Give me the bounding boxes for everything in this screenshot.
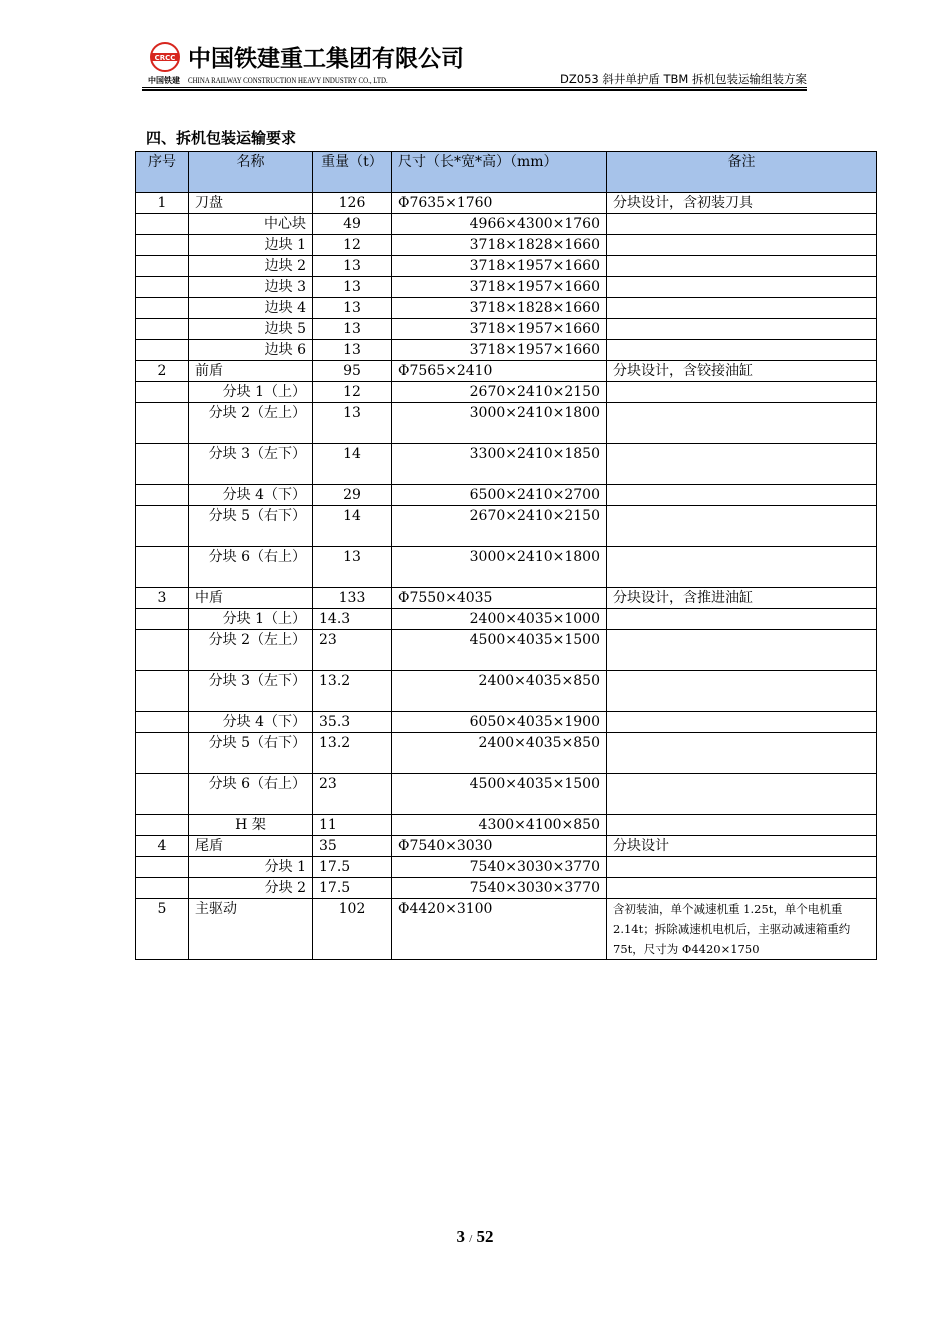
table-header-row xyxy=(136,152,877,193)
cell-weight: 23 xyxy=(313,774,392,815)
cell-name: 边块 1 xyxy=(189,235,313,256)
cell-name: 分块 1（上） xyxy=(189,609,313,630)
cell-dimensions: Φ7540×3030 xyxy=(392,836,607,857)
cell-note xyxy=(607,235,877,256)
cell-note xyxy=(607,256,877,277)
table-row xyxy=(136,340,877,361)
cell-name: 主驱动 xyxy=(189,899,313,960)
table-row xyxy=(136,671,877,712)
cell-note: 分块设计，含初装刀具 xyxy=(607,193,877,214)
cell-no: 2 xyxy=(136,361,189,382)
page-footer xyxy=(0,1227,950,1247)
cell-note xyxy=(607,277,877,298)
cell-weight: 29 xyxy=(313,485,392,506)
cell-no xyxy=(136,256,189,277)
cell-name: 分块 5（右下） xyxy=(189,733,313,774)
cell-note xyxy=(607,214,877,235)
cell-no xyxy=(136,857,189,878)
cell-name: 分块 3（左下） xyxy=(189,444,313,485)
column-header-dimensions: 尺寸（长*宽*高）（mm） xyxy=(392,152,607,193)
document-title: DZ053 斜井单护盾 TBM 拆机包装运输组装方案 xyxy=(560,72,807,86)
cell-no xyxy=(136,815,189,836)
company-name-en: CHINA RAILWAY CONSTRUCTION HEAVY INDUSTRY CO., LTD. xyxy=(188,76,388,85)
section-title: 四、拆机包装运输要求 xyxy=(146,129,297,147)
cell-name: 边块 2 xyxy=(189,256,313,277)
table-row xyxy=(136,899,877,960)
cell-note xyxy=(607,382,877,403)
transport-spec-table xyxy=(135,151,877,960)
table-row xyxy=(136,815,877,836)
cell-no xyxy=(136,444,189,485)
header-rule-thick xyxy=(142,89,807,91)
cell-no: 3 xyxy=(136,588,189,609)
cell-name: 分块 1（上） xyxy=(189,382,313,403)
cell-name: 边块 6 xyxy=(189,340,313,361)
page-header xyxy=(142,38,807,90)
cell-weight: 13 xyxy=(313,319,392,340)
cell-dimensions: 3718×1957×1660 xyxy=(392,277,607,298)
cell-dimensions: Φ4420×3100 xyxy=(392,899,607,960)
cell-dimensions: 2400×4035×1000 xyxy=(392,609,607,630)
cell-no xyxy=(136,298,189,319)
cell-weight: 49 xyxy=(313,214,392,235)
cell-dimensions: 3718×1828×1660 xyxy=(392,298,607,319)
cell-name: 中心块 xyxy=(189,214,313,235)
cell-weight: 126 xyxy=(313,193,392,214)
cell-dimensions: 7540×3030×3770 xyxy=(392,878,607,899)
cell-dimensions: Φ7635×1760 xyxy=(392,193,607,214)
table-row xyxy=(136,319,877,340)
cell-dimensions: 3718×1957×1660 xyxy=(392,256,607,277)
cell-no xyxy=(136,382,189,403)
cell-no xyxy=(136,671,189,712)
table-row xyxy=(136,256,877,277)
cell-name: 边块 3 xyxy=(189,277,313,298)
cell-dimensions: 4500×4035×1500 xyxy=(392,774,607,815)
cell-no xyxy=(136,214,189,235)
cell-weight: 17.5 xyxy=(313,878,392,899)
cell-no xyxy=(136,774,189,815)
cell-dimensions: 3000×2410×1800 xyxy=(392,547,607,588)
cell-weight: 13 xyxy=(313,298,392,319)
cell-weight: 14 xyxy=(313,444,392,485)
cell-weight: 14.3 xyxy=(313,609,392,630)
cell-weight: 13 xyxy=(313,256,392,277)
table-row xyxy=(136,588,877,609)
table-row xyxy=(136,878,877,899)
cell-dimensions: 2670×2410×2150 xyxy=(392,382,607,403)
table-row xyxy=(136,733,877,774)
cell-dimensions: 3300×2410×1850 xyxy=(392,444,607,485)
cell-name: 分块 2（左上） xyxy=(189,630,313,671)
cell-dimensions: 3718×1957×1660 xyxy=(392,319,607,340)
table-row xyxy=(136,298,877,319)
crcc-logo-icon xyxy=(150,42,180,72)
cell-weight: 13.2 xyxy=(313,671,392,712)
cell-note xyxy=(607,815,877,836)
table-row xyxy=(136,277,877,298)
cell-name: 分块 6（右上） xyxy=(189,547,313,588)
cell-dimensions: 3000×2410×1800 xyxy=(392,403,607,444)
cell-dimensions: 4500×4035×1500 xyxy=(392,630,607,671)
cell-note xyxy=(607,444,877,485)
cell-name: 分块 5（右下） xyxy=(189,506,313,547)
logo-text: CRCC xyxy=(154,54,176,62)
cell-name: 分块 3（左下） xyxy=(189,671,313,712)
page-separator: / xyxy=(469,1233,473,1245)
cell-no xyxy=(136,403,189,444)
cell-note xyxy=(607,857,877,878)
cell-no xyxy=(136,485,189,506)
cell-no xyxy=(136,235,189,256)
table-row xyxy=(136,193,877,214)
column-header-no: 序号 xyxy=(136,152,189,193)
cell-no: 5 xyxy=(136,899,189,960)
cell-dimensions: 2400×4035×850 xyxy=(392,671,607,712)
cell-no: 1 xyxy=(136,193,189,214)
table-row xyxy=(136,774,877,815)
table-body xyxy=(136,193,877,960)
cell-no xyxy=(136,733,189,774)
cell-note xyxy=(607,340,877,361)
cell-note xyxy=(607,712,877,733)
cell-weight: 95 xyxy=(313,361,392,382)
cell-weight: 13 xyxy=(313,340,392,361)
cell-weight: 13 xyxy=(313,277,392,298)
cell-dimensions: 2670×2410×2150 xyxy=(392,506,607,547)
cell-weight: 35.3 xyxy=(313,712,392,733)
cell-weight: 13 xyxy=(313,403,392,444)
table-row xyxy=(136,214,877,235)
cell-no xyxy=(136,878,189,899)
cell-dimensions: 3718×1828×1660 xyxy=(392,235,607,256)
cell-name: 边块 5 xyxy=(189,319,313,340)
table-row xyxy=(136,630,877,671)
cell-dimensions: 4966×4300×1760 xyxy=(392,214,607,235)
logo-cn-abbreviation: 中国铁建 xyxy=(148,76,180,85)
cell-weight: 17.5 xyxy=(313,857,392,878)
cell-name: 中盾 xyxy=(189,588,313,609)
cell-dimensions: 6500×2410×2700 xyxy=(392,485,607,506)
table-row xyxy=(136,506,877,547)
cell-no xyxy=(136,319,189,340)
cell-dimensions: Φ7565×2410 xyxy=(392,361,607,382)
page-total: 52 xyxy=(476,1227,494,1246)
cell-weight: 13.2 xyxy=(313,733,392,774)
cell-no: 4 xyxy=(136,836,189,857)
cell-weight: 35 xyxy=(313,836,392,857)
cell-no xyxy=(136,277,189,298)
cell-note: 含初装油，单个减速机重 1.25t，单个电机重 2.14t；拆除减速机电机后，主驱动减速箱重约 75t，尺寸为 Φ4420×1750 xyxy=(607,899,877,960)
cell-note xyxy=(607,733,877,774)
cell-note xyxy=(607,878,877,899)
cell-note xyxy=(607,630,877,671)
cell-weight: 11 xyxy=(313,815,392,836)
cell-dimensions: 3718×1957×1660 xyxy=(392,340,607,361)
table-row xyxy=(136,361,877,382)
column-header-note: 备注 xyxy=(607,152,877,193)
cell-note: 分块设计，含推进油缸 xyxy=(607,588,877,609)
cell-note xyxy=(607,319,877,340)
cell-name: 分块 2（左上） xyxy=(189,403,313,444)
column-header-name: 名称 xyxy=(189,152,313,193)
cell-note xyxy=(607,547,877,588)
cell-weight: 12 xyxy=(313,235,392,256)
table-row xyxy=(136,712,877,733)
cell-name: 尾盾 xyxy=(189,836,313,857)
cell-note xyxy=(607,774,877,815)
cell-note xyxy=(607,671,877,712)
cell-name: 分块 4（下） xyxy=(189,712,313,733)
cell-dimensions: 4300×4100×850 xyxy=(392,815,607,836)
cell-name: 分块 1 xyxy=(189,857,313,878)
cell-weight: 133 xyxy=(313,588,392,609)
cell-name: 刀盘 xyxy=(189,193,313,214)
cell-dimensions: 2400×4035×850 xyxy=(392,733,607,774)
cell-note xyxy=(607,403,877,444)
cell-note: 分块设计，含铰接油缸 xyxy=(607,361,877,382)
cell-no xyxy=(136,340,189,361)
cell-no xyxy=(136,547,189,588)
table-row xyxy=(136,235,877,256)
cell-name: 分块 4（下） xyxy=(189,485,313,506)
header-rule-thin xyxy=(142,87,807,88)
cell-note: 分块设计 xyxy=(607,836,877,857)
cell-name: 前盾 xyxy=(189,361,313,382)
cell-name: 分块 2 xyxy=(189,878,313,899)
cell-name: H 架 xyxy=(189,815,313,836)
table-row xyxy=(136,857,877,878)
cell-weight: 13 xyxy=(313,547,392,588)
table-row xyxy=(136,444,877,485)
table-row xyxy=(136,382,877,403)
cell-weight: 102 xyxy=(313,899,392,960)
cell-weight: 14 xyxy=(313,506,392,547)
cell-no xyxy=(136,506,189,547)
cell-dimensions: Φ7550×4035 xyxy=(392,588,607,609)
cell-dimensions: 7540×3030×3770 xyxy=(392,857,607,878)
cell-name: 边块 4 xyxy=(189,298,313,319)
cell-note xyxy=(607,298,877,319)
table-row xyxy=(136,485,877,506)
cell-note xyxy=(607,506,877,547)
cell-dimensions: 6050×4035×1900 xyxy=(392,712,607,733)
company-name-cn: 中国铁建重工集团有限公司 xyxy=(188,46,464,72)
cell-name: 分块 6（右上） xyxy=(189,774,313,815)
cell-no xyxy=(136,609,189,630)
table-row xyxy=(136,836,877,857)
cell-note xyxy=(607,609,877,630)
page-number: 3 xyxy=(456,1227,465,1246)
table-row xyxy=(136,609,877,630)
cell-weight: 12 xyxy=(313,382,392,403)
cell-no xyxy=(136,630,189,671)
table-row xyxy=(136,547,877,588)
cell-weight: 23 xyxy=(313,630,392,671)
column-header-weight: 重量（t） xyxy=(313,152,392,193)
cell-no xyxy=(136,712,189,733)
cell-note xyxy=(607,485,877,506)
table-row xyxy=(136,403,877,444)
